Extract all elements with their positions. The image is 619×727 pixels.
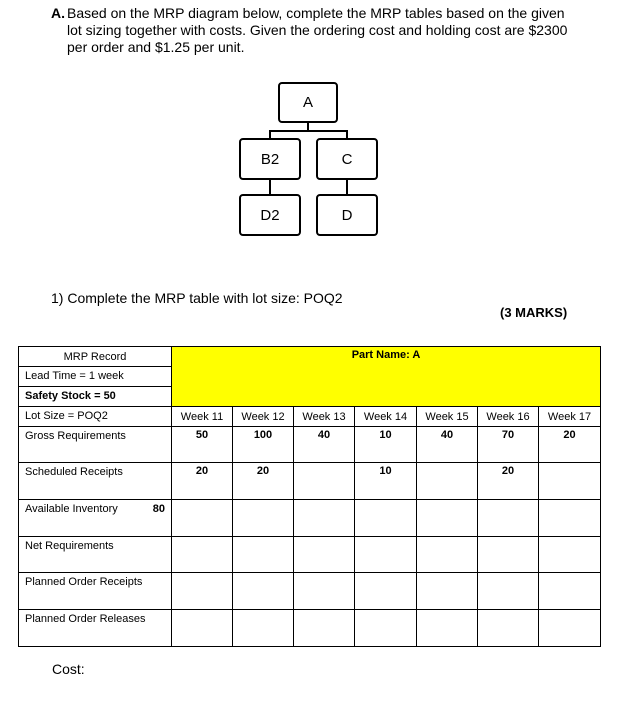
question-label: A. [51,5,65,21]
table-cell: 20 [172,463,233,500]
row-label-net: Net Requirements [19,537,172,573]
table-cell [478,610,539,647]
tree-line [269,180,271,194]
node-b2: B2 [239,138,301,180]
table-cell: 20 [233,463,294,500]
tree-line [269,130,348,132]
table-cell [539,463,601,500]
table-cell: 100 [233,427,294,463]
table-cell [417,610,478,647]
lead-time: Lead Time = 1 week [19,367,172,387]
table-cell [294,463,355,500]
node-a: A [278,82,338,123]
table-cell [417,573,478,610]
question-text: Based on the MRP diagram below, complete the MRP tables based on the given lot sizing together with costs. Given the ordering cost and holding cost are $2300 per order and $1.25 per unit. [67,5,568,55]
table-cell [294,610,355,647]
table-cell [539,610,601,647]
node-d2: D2 [239,194,301,236]
marks-label: (3 MARKS) [500,305,568,320]
table-cell: 20 [478,463,539,500]
table-row [19,537,601,573]
table-cell: 40 [294,427,355,463]
node-d: D [316,194,378,236]
table-cell [417,463,478,500]
table-cell [478,500,539,537]
table-row [19,610,601,647]
mrp-table [18,346,601,647]
table-cell [539,537,601,573]
row-label-gross: Gross Requirements [19,427,172,463]
lot-size: Lot Size = POQ2 [19,407,172,427]
week-header: Week 14 [355,407,417,427]
table-cell [355,537,417,573]
tree-line [269,130,271,138]
table-cell [172,537,233,573]
table-cell [478,537,539,573]
week-header: Week 15 [417,407,478,427]
part-name-header: Part Name: A [172,347,601,407]
row-label-receipts: Planned Order Receipts [19,573,172,610]
table-cell [172,573,233,610]
table-cell [233,537,294,573]
table-cell [417,500,478,537]
row-label-scheduled: Scheduled Receipts [19,463,172,500]
available-inventory-label: Available Inventory [25,503,118,515]
table-cell: 40 [417,427,478,463]
tree-line [346,130,348,138]
table-cell [355,573,417,610]
table-cell [233,500,294,537]
sub-question: 1) Complete the MRP table with lot size: POQ2 [51,290,343,306]
table-cell [172,610,233,647]
table-row [19,427,601,463]
table-cell: 10 [355,463,417,500]
table-row [19,500,601,537]
mrp-record-title: MRP Record [19,347,172,367]
table-cell [539,573,601,610]
week-header: Week 16 [478,407,539,427]
table-cell [233,573,294,610]
table-row [19,463,601,500]
node-c: C [316,138,378,180]
table-row [19,573,601,610]
table-cell [355,610,417,647]
table-cell [417,537,478,573]
week-header: Week 12 [233,407,294,427]
table-cell [478,573,539,610]
row-label-releases: Planned Order Releases [19,610,172,647]
week-header: Week 13 [294,407,355,427]
table-cell [539,500,601,537]
table-cell: 50 [172,427,233,463]
tree-line [346,180,348,194]
week-header: Week 11 [172,407,233,427]
table-cell [294,537,355,573]
table-cell: 20 [539,427,601,463]
table-cell [233,610,294,647]
table-cell: 70 [478,427,539,463]
row-label-available [19,500,172,537]
cost-label: Cost: [52,661,85,677]
safety-stock: Safety Stock = 50 [19,387,172,407]
table-cell [355,500,417,537]
table-cell [172,500,233,537]
table-cell [294,573,355,610]
initial-inventory: 80 [152,503,165,515]
table-cell: 10 [355,427,417,463]
week-header: Week 17 [539,407,601,427]
table-cell [294,500,355,537]
